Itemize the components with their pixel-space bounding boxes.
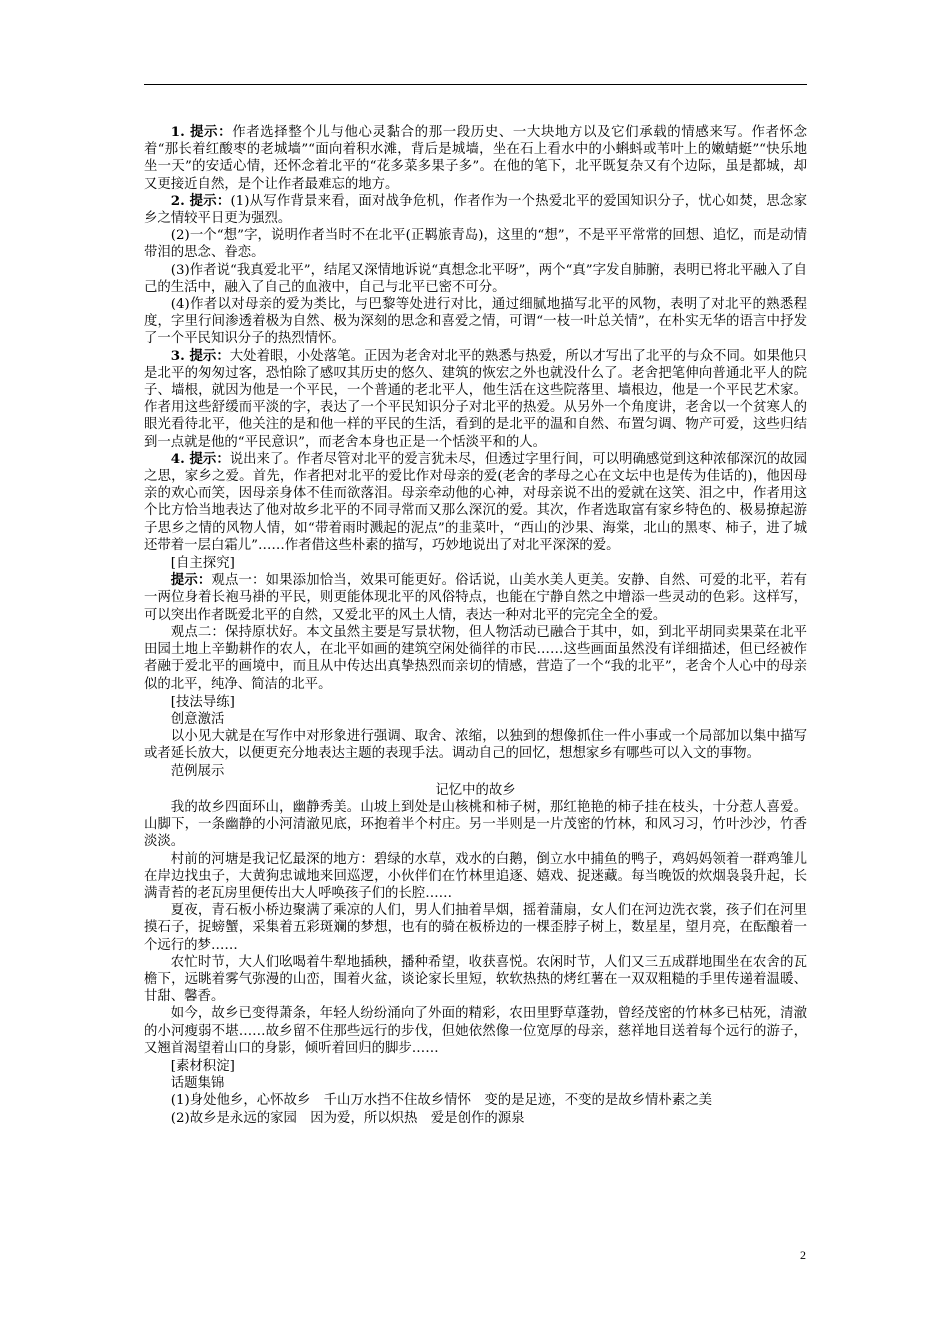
body-paragraph: (4)作者以对母亲的爱为类比，与巴黎等处进行对比，通过细腻地描写北平的风物，表明了对北平的熟悉程度，字里行间渗透着极为自然、极为深刻的思念和喜爱之情，可谓“一枝一叶总关情”，在朴实无华的语言中抒发了一个平民知识分子的热烈情怀。 [144, 297, 807, 347]
essay-title: 记忆中的故乡 [435, 782, 516, 798]
hint-text: 作者选择整个儿与他心灵黏合的那一段历史、一大块地方以及它们承载的情感来写。作者怀念着“那长着红酸枣的老城墙”“面向着积水滩，背后是城墙，坐在石上看水中的小蝌蚪或苇叶上的嫩蜻蜓”“快乐地坐一天”的安适心情，还怀念着北平的“花多菜多果子多”。在他的笔下，北平既复杂又有个边际，虽是都城，却又更接近自然，是个让作者最难忘的地方。 [144, 125, 807, 192]
body-paragraph: 如今，故乡已变得萧条，年轻人纷纷涌向了外面的精彩，农田里野草蓬勃，曾经茂密的竹林多已枯死，清澈的小河瘦弱不堪……故乡留不住那些远行的步伐，但她依然像一位宽厚的母亲，慈祥地目送着每个远行的游子，又翘首渴望着山口的身影，倾听着回归的脚步…… [144, 1006, 807, 1056]
body-paragraph: 农忙时节，大人们吆喝着牛犁地插秧，播种希望，收获喜悦。农闲时节，人们又三五成群地围坐在农舍的瓦檐下，远眺着雾气弥漫的山峦，围着火盆，谈论家长里短，软软热热的烤红薯在一双双粗糙的手里传递着温暖、甘甜、馨香。 [144, 954, 807, 1005]
hint-text: 大处着眼，小处落笔。正因为老舍对北平的熟悉与热爱，所以才写出了北平的与众不同。如果他只是北平的匆匆过客，恐怕除了感叹其历史的悠久、建筑的恢宏之外也就没什么了。老舍把笔伸向普通北平人的院子、墙根，就因为他是一个平民，一个普通的老北平人，他生活在这些院落里、墙根边，他是一个平民艺术家。作者用这些舒缓而平淡的字，表达了一个平民知识分子对北平的热爱。从另外一个角度讲，老舍以一个贫寒人的眼光看待北平，他关注的是和他一样的平民的生活，看到的是北平的温和自然、布置匀调、物产可爱，这些归结到一点就是他的“平民意识”，而老舍本身也正是一个恬淡平和的人。 [144, 348, 807, 450]
body-paragraph: 以小见大就是在写作中对形象进行强调、取舍、浓缩，以独到的想像抓住一件小事或一个局部加以集中描写或者延长放大，以便更充分地表达主题的表现手法。调动自己的回忆，想想家乡有哪些可以入文的事物。 [144, 729, 807, 762]
hint-label: 提示： [170, 572, 212, 589]
hint-label: 4. 提示： [170, 450, 230, 467]
document-body [144, 124, 807, 1127]
body-paragraph: 夏夜，青石板小桥边聚满了乘凉的人们，男人们抽着旱烟，摇着蒲扇，女人们在河边洗衣裳，孩子们在河里摸石子，捉螃蟹，采集着五彩斑斓的梦想，也有的骑在板桥边的一棵歪脖子树上，数星星，望月亮，在酝酿着一个远行的梦…… [144, 903, 807, 953]
section-heading: [技法导练] [170, 694, 235, 710]
body-paragraph: (1)身处他乡，心怀故乡 千山万水挡不住故乡情怀 变的是足迹，不变的是故乡情朴素之美 [170, 1093, 712, 1109]
hint-paragraph [144, 124, 807, 193]
body-paragraph: (2)故乡是永远的家园 因为爱，所以炽热 爱是创作的源泉 [170, 1110, 525, 1126]
section-heading: [素材积淀] [170, 1058, 235, 1074]
hint-label: 2. 提示： [170, 192, 231, 209]
hint-paragraph [144, 193, 807, 227]
hint-paragraph [144, 572, 807, 624]
body-paragraph: 观点二：保持原状好。本文虽然主要是写景状物，但人物活动已融合于其中，如，到北平胡同卖果菜在北平田园土地上辛勤耕作的农人，在北平如画的建筑空闲处徜徉的市民……这些画面虽然没有详细描述，但已经被作者融于爱北平的画境中，而且从中传达出真挚热烈而亲切的情感，营造了一个“我的北平”，老舍个人心中的母亲似的北平，纯净、简洁的北平。 [144, 624, 807, 692]
body-paragraph: 村前的河塘是我记忆最深的地方：碧绿的水草，戏水的白鹅，倒立水中捕鱼的鸭子，鸡妈妈领着一群鸡雏儿在岸边找虫子，大黄狗忠诚地来回巡逻，小伙伴们在竹林里追逐、嬉戏、捉迷藏。每当晚饭的炊烟袅袅升起，长满青苔的老瓦房里便传出大人呼唤孩子们的长腔…… [144, 851, 807, 901]
hint-label: 1. 提示： [170, 124, 233, 140]
page-number: 2 [800, 1248, 806, 1262]
body-paragraph: 话题集锦 [170, 1076, 225, 1092]
hint-text: 观点一：如果添加恰当，效果可能更好。俗话说，山美水美人更美。安静、自然、可爱的北平，若有一两位身着长袍马褂的平民，则更能体现北平的风俗特点，也能在宁静自然之中增添一些灵动的色彩。这样写，可以突出作者既爱北平的自然，又爱北平的风土人情，表达一种对北平的完完全全的爱。 [144, 573, 808, 623]
hint-text: 说出来了。作者尽管对北平的爱言犹未尽，但透过字里行间，可以明确感觉到这种浓郁深沉的故园之思，家乡之爱。首先，作者把对北平的爱比作对母亲的爱(老舍的孝母之心在文坛中也是传为佳话的)，他因母亲的欢心而笑，因母亲身体不佳而欲落泪。母亲牵动他的心神，对母亲说不出的爱就在这笑、泪之中，作者用这个比方恰当地表达了他对故乡北平的不同寻常而又那么深沉的爱。其次，作者选取富有家乡特色的、极易撩起游子思乡之情的风物人情，如“带着雨时溅起的泥点”的韭菜叶，“西山的沙果、海棠，北山的黑枣、柿子，进了城还带着一层白霜儿”……作者借这些朴素的描写，巧妙地说出了对北平深深的爱。 [144, 451, 807, 553]
hint-paragraph [144, 451, 807, 554]
hint-label: 3. 提示： [170, 347, 230, 364]
body-paragraph: (2)一个“想”字，说明作者当时不在北平(正羁旅青岛)，这里的“想”，不是平平常常的回想、追忆，而是动情带泪的思念、眷恋。 [144, 228, 807, 261]
body-paragraph: 创意激活 [170, 711, 225, 727]
header-rule [144, 84, 807, 85]
body-paragraph: 范例展示 [170, 763, 225, 779]
section-heading: [自主探究] [170, 556, 235, 572]
body-paragraph: (3)作者说“我真爱北平”，结尾又深情地诉说“真想念北平呀”，两个“真”字发自肺腑，表明已将北平融入了自己的生活中，融入了自己的血液中，自己与北平已密不可分。 [144, 262, 807, 295]
hint-paragraph [144, 348, 807, 451]
hint-text: (1)从写作背景来看，面对战争危机，作者作为一个热爱北平的爱国知识分子，忧心如焚，思念家乡之情较平日更为强烈。 [144, 193, 807, 227]
body-paragraph: 我的故乡四面环山，幽静秀美。山坡上到处是山核桃和柿子树，那红艳艳的柿子挂在枝头，十分惹人喜爱。山脚下，一条幽静的小河清澈见底，环抱着半个村庄。另一半则是一片茂密的竹林，和风习习，竹叶沙沙，竹香淡淡。 [144, 799, 807, 850]
